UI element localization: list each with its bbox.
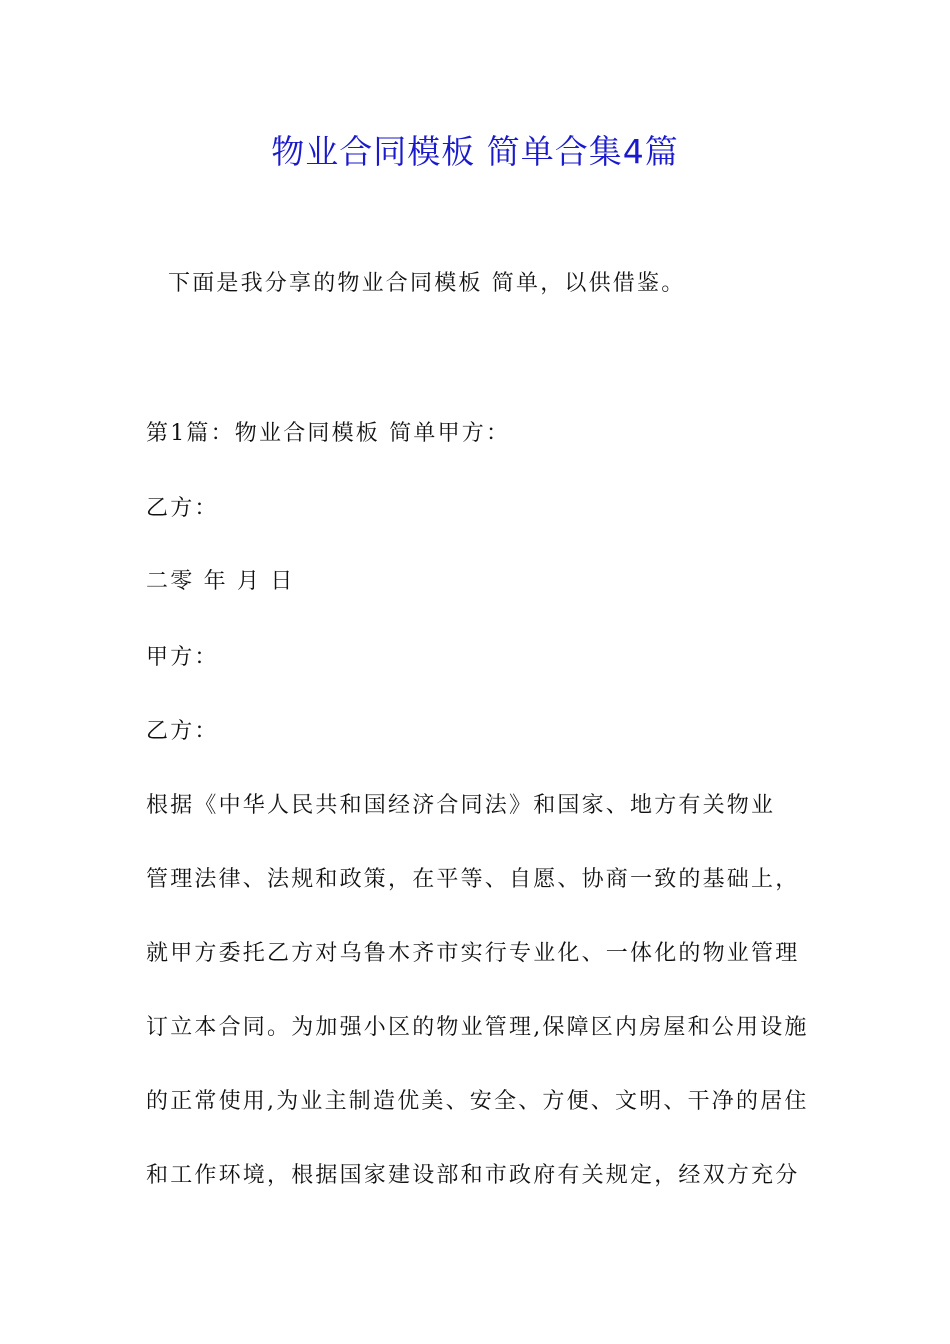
body-line: 的正常使用,为业主制造优美、安全、方便、文明、干净的居住 bbox=[146, 1089, 809, 1114]
body-line: 和工作环境，根据国家建设部和市政府有关规定，经双方充分 bbox=[146, 1163, 800, 1188]
party-b-label-2: 乙方： bbox=[146, 719, 219, 744]
party-b-label: 乙方： bbox=[146, 496, 219, 521]
section-1-heading: 第1篇：物业合同模板 简单甲方： bbox=[146, 421, 511, 446]
body-line: 管理法律、法规和政策，在平等、自愿、协商一致的基础上， bbox=[146, 867, 800, 892]
body-line: 根据《中华人民共和国经济合同法》和国家、地方有关物业 bbox=[146, 793, 776, 818]
document-title: 物业合同模板 简单合集4篇 bbox=[271, 132, 679, 171]
body-line: 订立本合同。为加强小区的物业管理,保障区内房屋和公用设施 bbox=[146, 1015, 809, 1040]
date-line: 二零 年 月 日 bbox=[146, 569, 295, 594]
party-a-label: 甲方： bbox=[146, 645, 219, 670]
intro-paragraph: 下面是我分享的物业合同模板 简单，以供借鉴。 bbox=[168, 271, 686, 296]
body-line: 就甲方委托乙方对乌鲁木齐市实行专业化、一体化的物业管理 bbox=[146, 941, 800, 966]
